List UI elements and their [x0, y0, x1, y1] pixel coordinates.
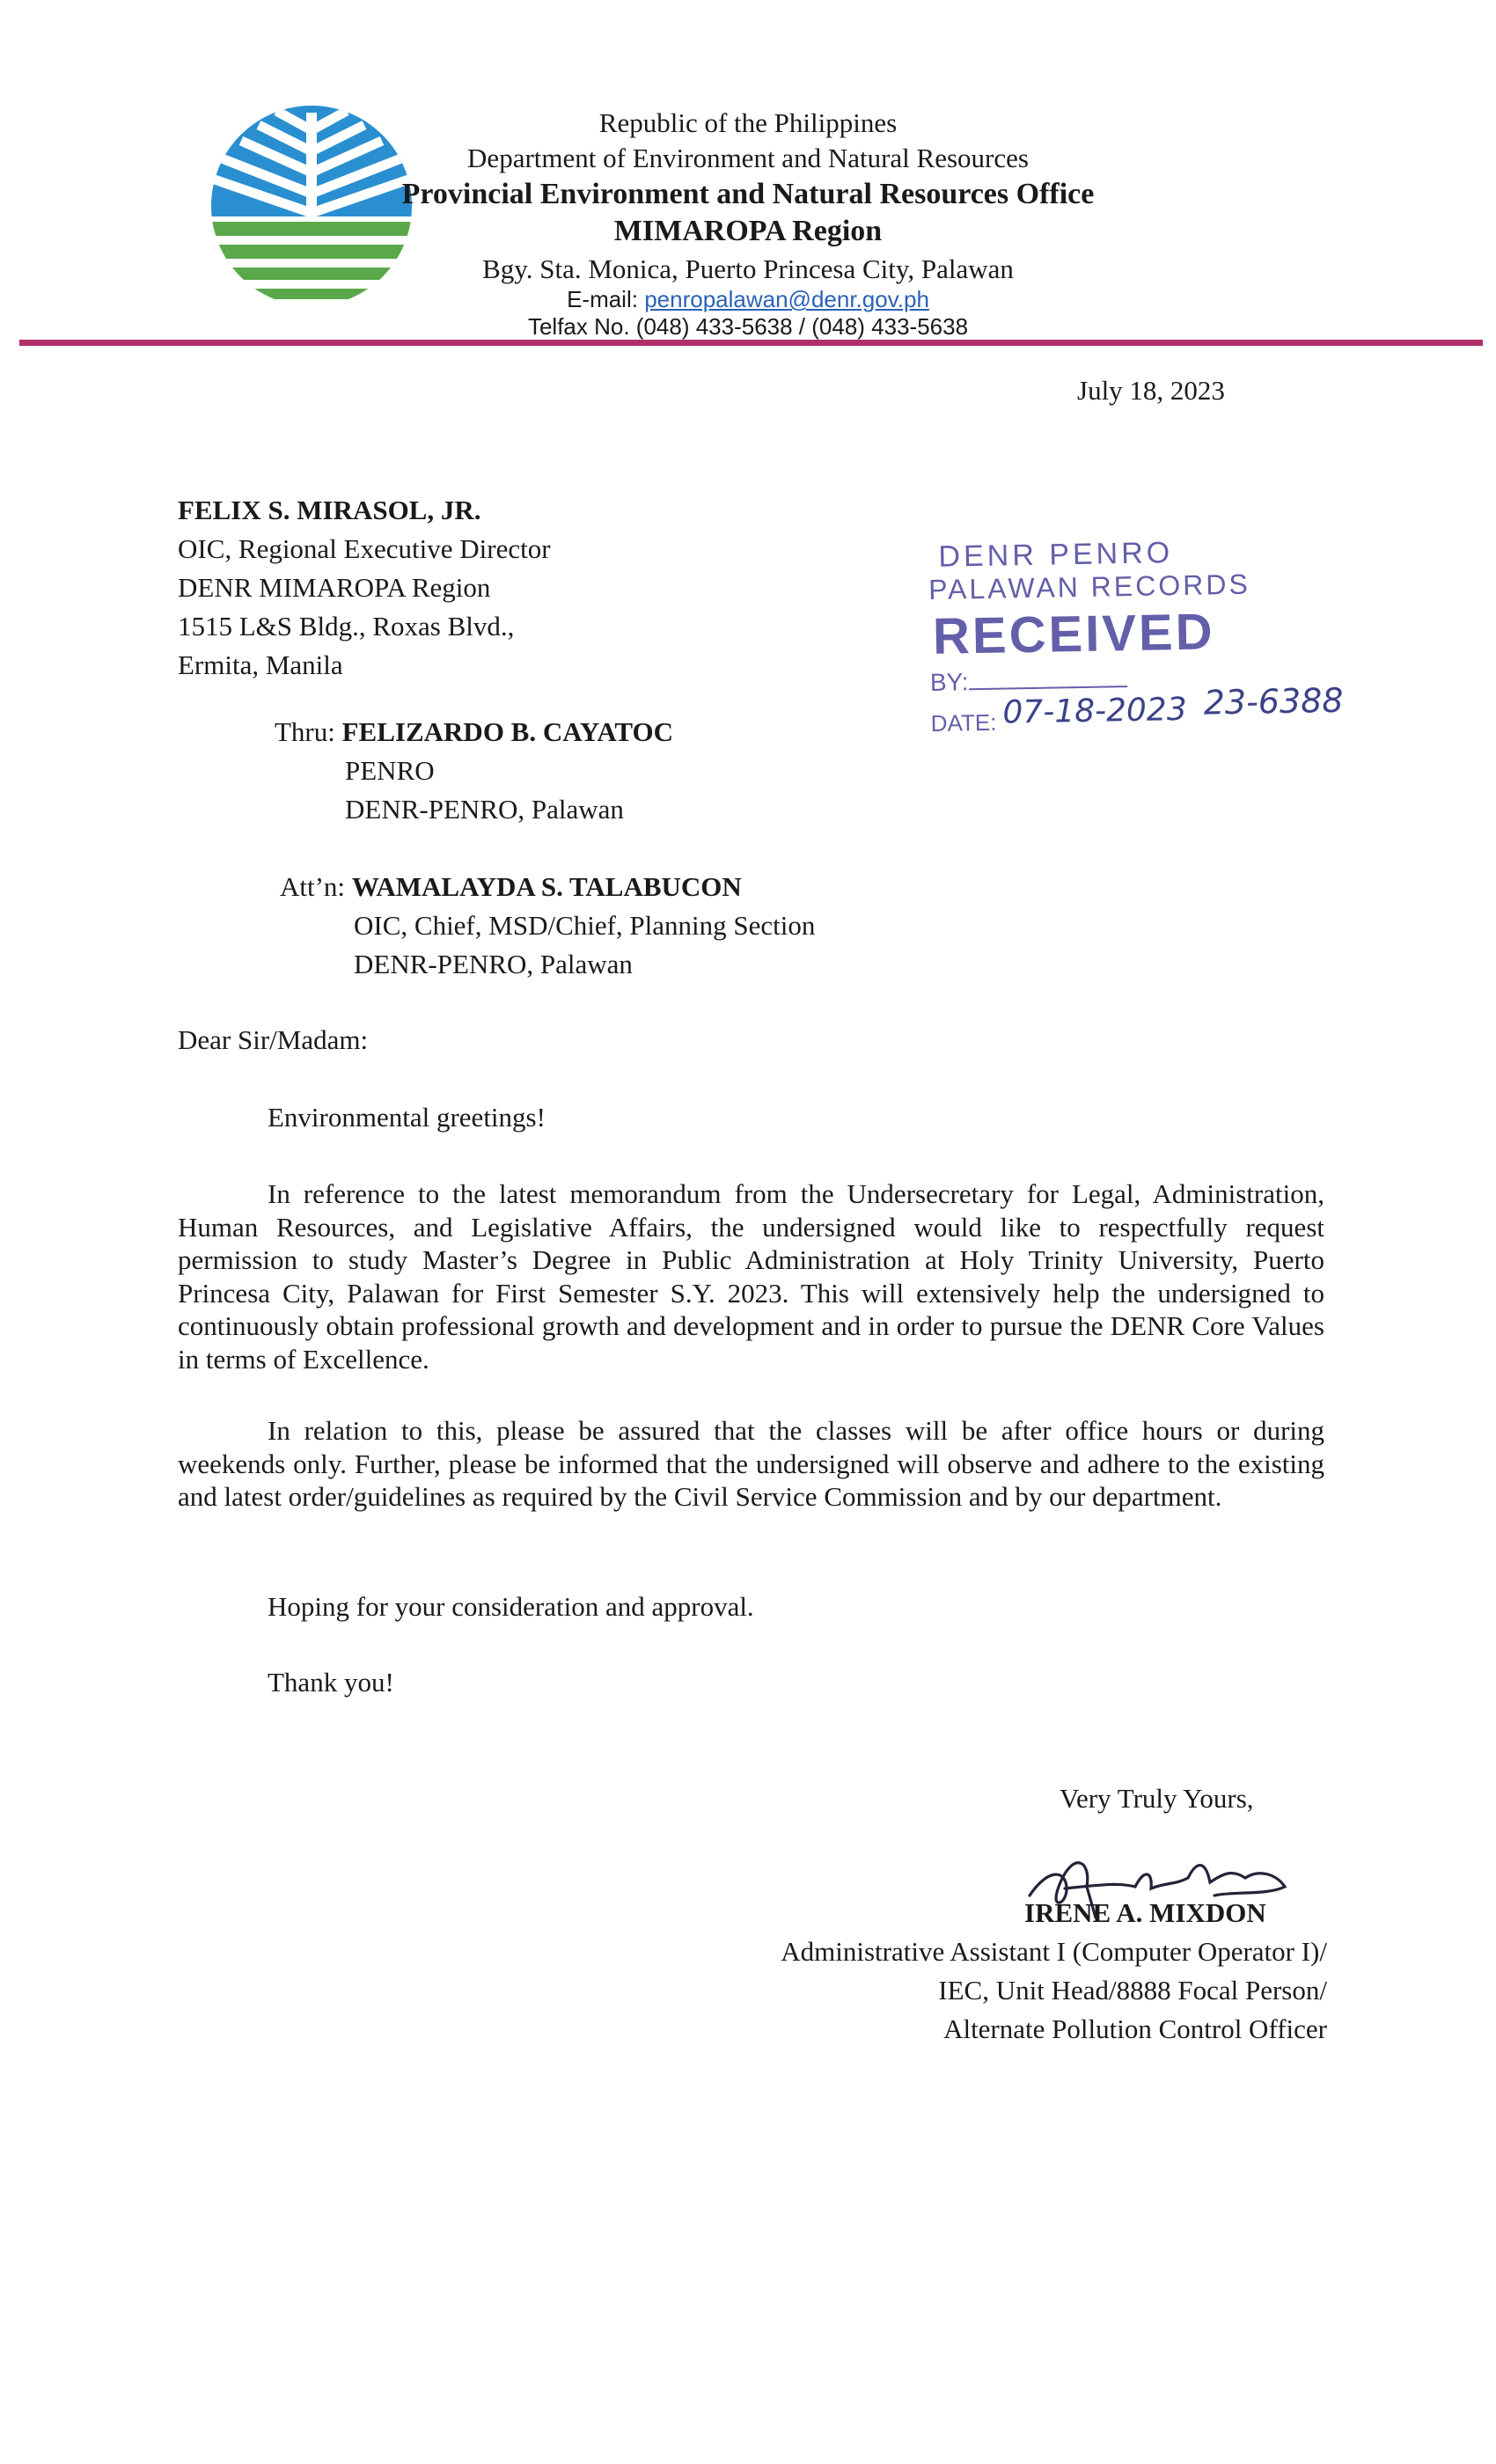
letterhead-department: Department of Environment and Natural Resources [467, 143, 1029, 173]
thru-block [275, 713, 673, 829]
recipient-line: Ermita, Manila [178, 649, 343, 680]
stamp-received: RECEIVED [932, 603, 1216, 665]
greeting: Environmental greetings! [268, 1102, 546, 1133]
signatory-name: IRENE A. MIXDON [1024, 1897, 1266, 1928]
thru-line: PENRO [345, 755, 435, 786]
stamp-by: BY: [930, 665, 1127, 697]
stamp-date-handwritten: 07-18-2023 [1002, 691, 1188, 731]
letterhead-country: Republic of the Philippines [598, 107, 898, 138]
letterhead-telfax: Telfax No. (048) 433-5638 / (048) 433-5638 [527, 313, 969, 340]
valediction: Very Truly Yours, [1060, 1783, 1254, 1814]
signatory-title-line: Alternate Pollution Control Officer [943, 2013, 1327, 2044]
received-stamp [922, 523, 1344, 741]
salutation: Dear Sir/Madam: [178, 1024, 369, 1055]
stamp-office: DENR PENRO [938, 536, 1174, 574]
attn-name: WAMALAYDA S. TALABUCON [351, 871, 742, 902]
thru-label: Thru: [275, 716, 335, 747]
letter-date: July 18, 2023 [1077, 375, 1225, 406]
recipient-line: DENR MIMAROPA Region [178, 572, 491, 603]
signatory-title-line: IEC, Unit Head/8888 Focal Person/ [938, 1975, 1327, 2006]
recipient-line: 1515 L&S Bldg., Roxas Blvd., [178, 611, 515, 642]
attn-label: Att’n: [280, 871, 346, 902]
letterhead-region: MIMAROPA Region [613, 215, 883, 247]
attn-line: DENR-PENRO, Palawan [354, 949, 633, 979]
recipient-name: FELIX S. MIRASOL, JR. [178, 495, 481, 525]
letterhead-email [0, 286, 1496, 313]
signatory-titles [781, 1932, 1327, 2049]
header-divider [19, 340, 1483, 346]
signatory-title-line: Administrative Assistant I (Computer Operator I)/ [781, 1936, 1327, 1967]
body-paragraph-2: In relation to this, please be assured that the classes will be after office hours or during weekends only. Further, please be informed that the undersigned will observe and adhere to the existing and latest order/guidelines as required by the Civil Service Commission and by our department. [178, 1415, 1324, 1512]
stamp-tracking-number: 23-6388 [1203, 680, 1344, 722]
email-label: E-mail: [567, 286, 638, 312]
closing-line-1: Hoping for your consideration and approval. [268, 1591, 754, 1622]
closing-line-2: Thank you! [268, 1667, 394, 1698]
attn-block [280, 868, 815, 984]
thru-name: FELIZARDO B. CAYATOC [341, 716, 674, 747]
stamp-date: DATE: 07-18-2023 23-6388 [930, 680, 1344, 737]
letterhead-office: Provincial Environment and Natural Resources Office [401, 178, 1095, 210]
attn-line: OIC, Chief, MSD/Chief, Planning Section [354, 910, 816, 941]
letterhead-address: Bgy. Sta. Monica, Puerto Princesa City, Palawan [482, 253, 1014, 284]
email-link[interactable]: penropalawan@denr.gov.ph [644, 286, 929, 312]
stamp-records: PALAWAN RECORDS [928, 568, 1251, 606]
recipient-block [178, 491, 551, 685]
recipient-line: OIC, Regional Executive Director [178, 533, 551, 564]
thru-line: DENR-PENRO, Palawan [345, 794, 624, 825]
body-paragraph-1: In reference to the latest memorandum from the Undersecretary for Legal, Administration, Human Resources, and Legislative Affairs, the undersigned would like to respectfully request permission to study Master’s Degree in Public Administration at Holy Trinity University, Puerto Princesa City, Palawan for First Semester S.Y. 2023. This will extensively help the undersigned to continuously obtain professional growth and development and in order to pursue the DENR Core Values in terms of Excellence. [178, 1178, 1324, 1375]
